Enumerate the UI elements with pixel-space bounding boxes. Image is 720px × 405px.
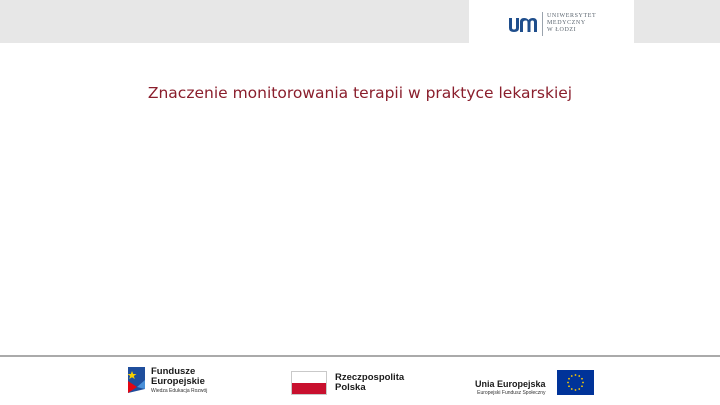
poland-flag-icon [291,371,327,395]
eu-line-2: Europejski Fundusz Społeczny [477,390,546,396]
funds-subtitle: Wiedza Edukacja Rozwój [151,388,208,394]
eu-flag-icon [557,370,594,395]
eu-star [571,388,573,390]
fundusze-europejskie-icon [125,365,147,395]
um-monogram-icon [508,15,540,33]
logo-divider [542,12,543,36]
slide-title: Znaczenie monitorowania terapii w praktyce lekarskiej [147,84,573,102]
university-name-line-2: MEDYCZNY [547,20,586,26]
university-logo [469,0,634,43]
poland-line-1: Rzeczpospolita [335,372,405,383]
university-name-line-1: UNIWERSYTET [547,13,597,19]
poland-line-2: Polska [335,382,366,393]
university-name [547,13,596,34]
eu-star [581,385,583,387]
eu-star [578,388,580,390]
fundusze-europejskie-text [151,367,207,395]
eu-star [582,382,584,384]
funds-line-2: Europejskie [151,376,205,387]
eu-star [571,375,573,377]
eu-star [575,374,577,376]
unia-europejska-text [475,379,546,397]
rzeczpospolita-polska-text [335,373,404,393]
eu-star [578,375,580,377]
eu-star [568,385,570,387]
eu-star [575,389,577,391]
eu-star [581,378,583,380]
eu-star [567,382,569,384]
footer [0,357,720,405]
university-name-line-3: W ŁODZI [547,27,577,33]
eu-star [568,378,570,380]
funds-line-1: Fundusze [151,366,196,377]
eu-line-1: Unia Europejska [475,379,546,389]
